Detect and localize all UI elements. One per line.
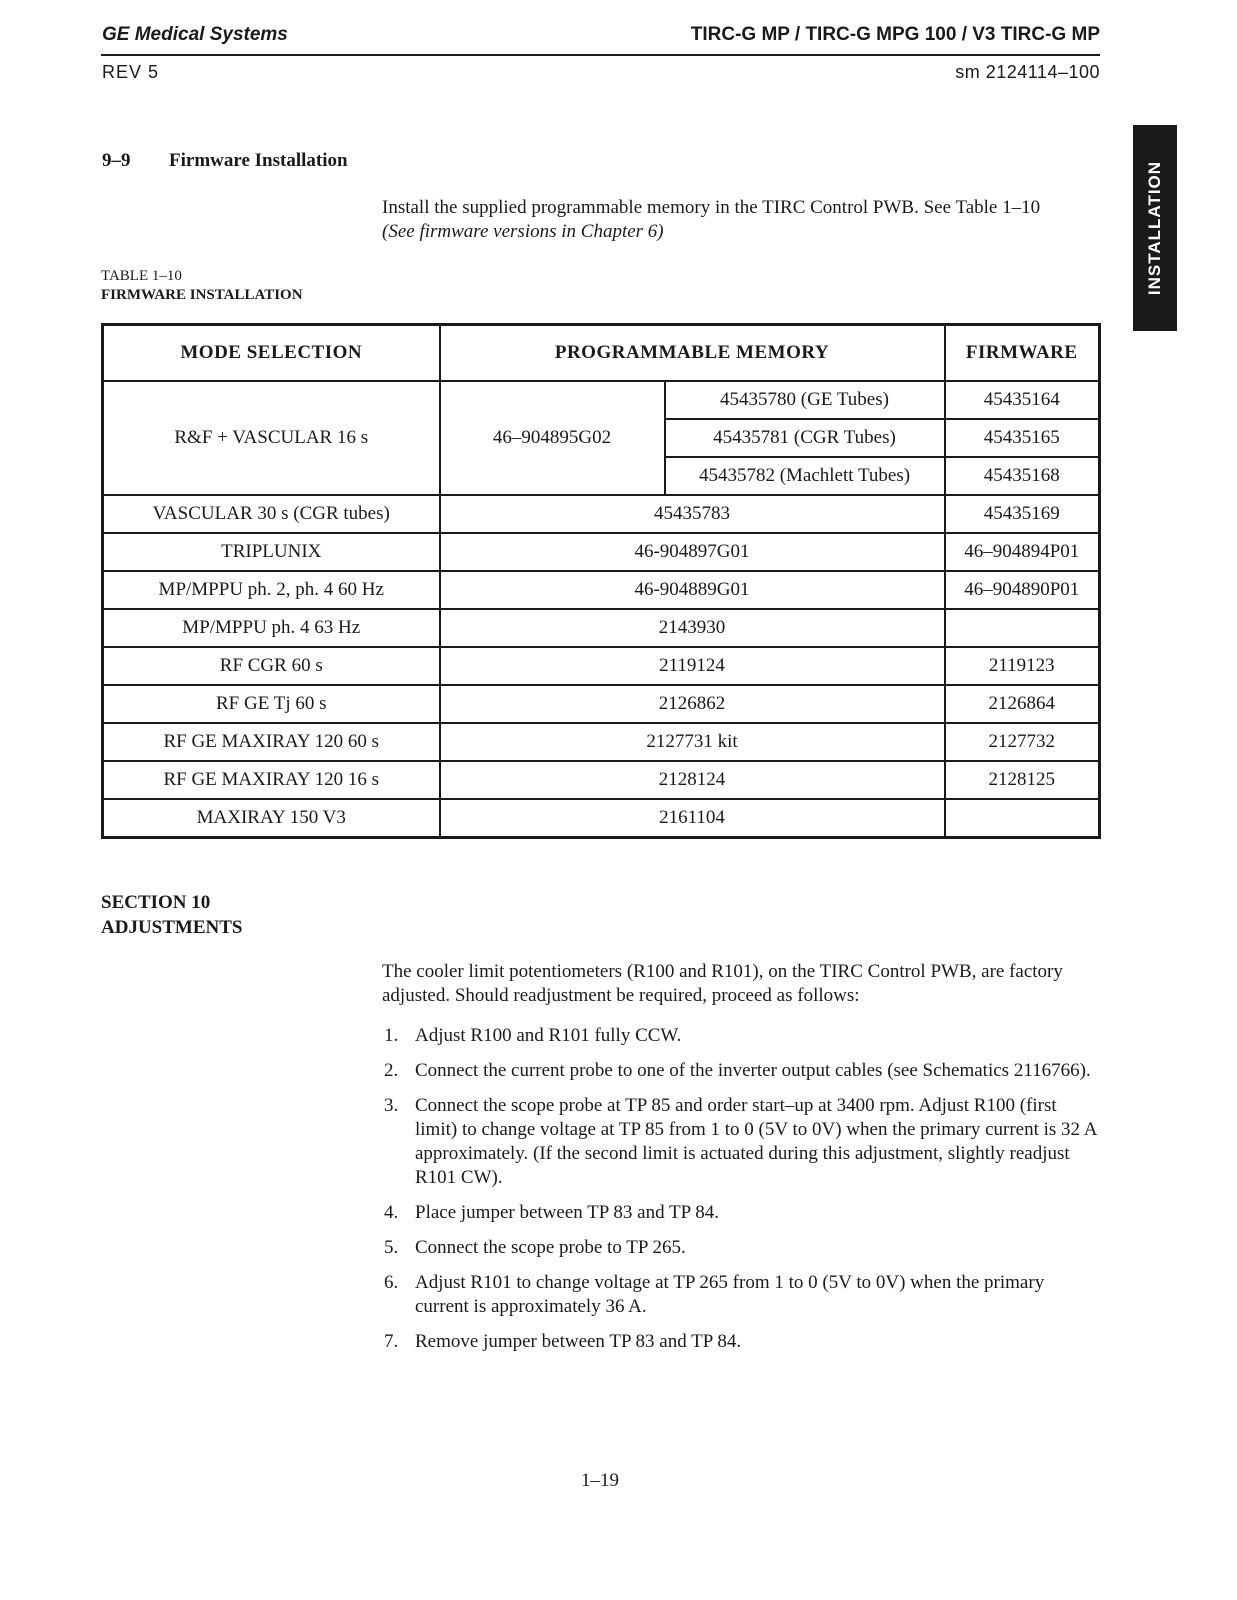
memory-cell: 2126862 [440, 685, 945, 723]
table-row [103, 381, 1100, 419]
step-number: 2. [384, 1060, 399, 1081]
firmware-cell: 2128125 [945, 761, 1100, 799]
table-row [103, 761, 1100, 799]
header-programmable-memory: PROGRAMMABLE MEMORY [440, 325, 945, 382]
mode-cell: MP/MPPU ph. 4 63 Hz [103, 609, 440, 647]
step-text: Connect the scope probe at TP 85 and order start–up at 3400 rpm. Adjust R100 (first limit) to change voltage at TP 85 from 1 to 0 (5V to 0V) when the primary current is 32 A approximately. (If the second limit is actuated during this adjustment, slightly readjust R101 CW). [415, 1095, 1097, 1188]
header-product: TIRC-G MP / TIRC-G MPG 100 / V3 TIRC-G MP [690, 24, 1100, 45]
firmware-cell: 46–904894P01 [945, 533, 1100, 571]
header-doc-number: sm 2124114–100 [955, 62, 1100, 82]
side-tab [1133, 125, 1177, 331]
mode-cell: RF GE MAXIRAY 120 60 s [103, 723, 440, 761]
memory-cell: 2161104 [440, 799, 945, 838]
step-text: Connect the current probe to one of the inverter output cables (see Schematics 2116766). [415, 1060, 1091, 1081]
step-text: Connect the scope probe to TP 265. [415, 1237, 686, 1258]
side-tab-label: INSTALLATION [1145, 160, 1164, 296]
mode-cell: RF GE Tj 60 s [103, 685, 440, 723]
tube-cell: 45435781 (CGR Tubes) [665, 419, 945, 457]
memory-cell: 2143930 [440, 609, 945, 647]
list-item [382, 1330, 1102, 1354]
table-caption-title: FIRMWARE INSTALLATION [101, 287, 303, 303]
section-title: Firmware Installation [169, 150, 348, 171]
firmware-cell [945, 799, 1100, 838]
firmware-cell: 2126864 [945, 685, 1100, 723]
firmware-intro-line2: (See firmware versions in Chapter 6) [382, 221, 664, 242]
firmware-cell: 45435169 [945, 495, 1100, 533]
adjustments-intro: The cooler limit potentiometers (R100 and R101), on the TIRC Control PWB, are factory adjusted. Should readjustment be required, proceed as follows: [382, 961, 1063, 1006]
header-firmware: FIRMWARE [945, 325, 1100, 382]
step-number: 1. [384, 1025, 399, 1046]
list-item [382, 1236, 1102, 1260]
table-row [103, 609, 1100, 647]
table-row [103, 647, 1100, 685]
header-revision: REV 5 [102, 62, 160, 82]
memory-cell: 2128124 [440, 761, 945, 799]
memory-cell: 2119124 [440, 647, 945, 685]
table-header-row [103, 325, 1100, 382]
step-number: 6. [384, 1272, 399, 1293]
memory-cell: 2127731 kit [440, 723, 945, 761]
table-caption-number: TABLE 1–10 [101, 268, 182, 284]
group-mode-cell: R&F + VASCULAR 16 s [103, 381, 440, 495]
firmware-cell: 46–904890P01 [945, 571, 1100, 609]
header-rule [101, 54, 1100, 56]
adjustment-steps [382, 1024, 1102, 1365]
step-text: Place jumper between TP 83 and TP 84. [415, 1202, 719, 1223]
mode-cell: MP/MPPU ph. 2, ph. 4 60 Hz [103, 571, 440, 609]
step-text: Remove jumper between TP 83 and TP 84. [415, 1331, 742, 1352]
mode-cell: MAXIRAY 150 V3 [103, 799, 440, 838]
step-text: Adjust R101 to change voltage at TP 265 from 1 to 0 (5V to 0V) when the primary current is approximately 36 A. [415, 1272, 1045, 1317]
firmware-intro [382, 196, 1102, 244]
table-row [103, 533, 1100, 571]
firmware-cell: 45435165 [945, 419, 1100, 457]
firmware-cell: 2127732 [945, 723, 1100, 761]
list-item [382, 1024, 1102, 1048]
firmware-cell: 45435168 [945, 457, 1100, 495]
list-item [382, 1059, 1102, 1083]
step-number: 4. [384, 1202, 399, 1223]
mode-cell: RF GE MAXIRAY 120 16 s [103, 761, 440, 799]
memory-cell: 46-904897G01 [440, 533, 945, 571]
table-row [103, 571, 1100, 609]
memory-cell: 46-904889G01 [440, 571, 945, 609]
section-10-title: ADJUSTMENTS [101, 917, 243, 938]
table-row [103, 495, 1100, 533]
header-company: GE Medical Systems [102, 24, 288, 45]
group-memory-cell: 46–904895G02 [440, 381, 665, 495]
mode-cell: TRIPLUNIX [103, 533, 440, 571]
table-row [103, 723, 1100, 761]
header-mode-selection: MODE SELECTION [103, 325, 440, 382]
list-item [382, 1271, 1102, 1319]
step-number: 7. [384, 1331, 399, 1352]
list-item [382, 1094, 1102, 1190]
firmware-table [101, 323, 1101, 839]
step-number: 3. [384, 1095, 399, 1116]
step-number: 5. [384, 1237, 399, 1258]
memory-cell: 45435783 [440, 495, 945, 533]
list-item [382, 1201, 1102, 1225]
table-row [103, 799, 1100, 838]
section-10-number: SECTION 10 [101, 892, 211, 913]
tube-cell: 45435780 (GE Tubes) [665, 381, 945, 419]
mode-cell: RF CGR 60 s [103, 647, 440, 685]
page-number: 1–19 [581, 1470, 619, 1491]
mode-cell: VASCULAR 30 s (CGR tubes) [103, 495, 440, 533]
section-number: 9–9 [102, 150, 131, 171]
table-row [103, 685, 1100, 723]
step-text: Adjust R100 and R101 fully CCW. [415, 1025, 682, 1046]
tube-cell: 45435782 (Machlett Tubes) [665, 457, 945, 495]
table-caption [101, 267, 303, 305]
firmware-cell: 2119123 [945, 647, 1100, 685]
firmware-cell: 45435164 [945, 381, 1100, 419]
section-10-heading [101, 890, 242, 940]
firmware-cell [945, 609, 1100, 647]
firmware-intro-line1: Install the supplied programmable memory in the TIRC Control PWB. See Table 1–10 [382, 197, 1041, 218]
